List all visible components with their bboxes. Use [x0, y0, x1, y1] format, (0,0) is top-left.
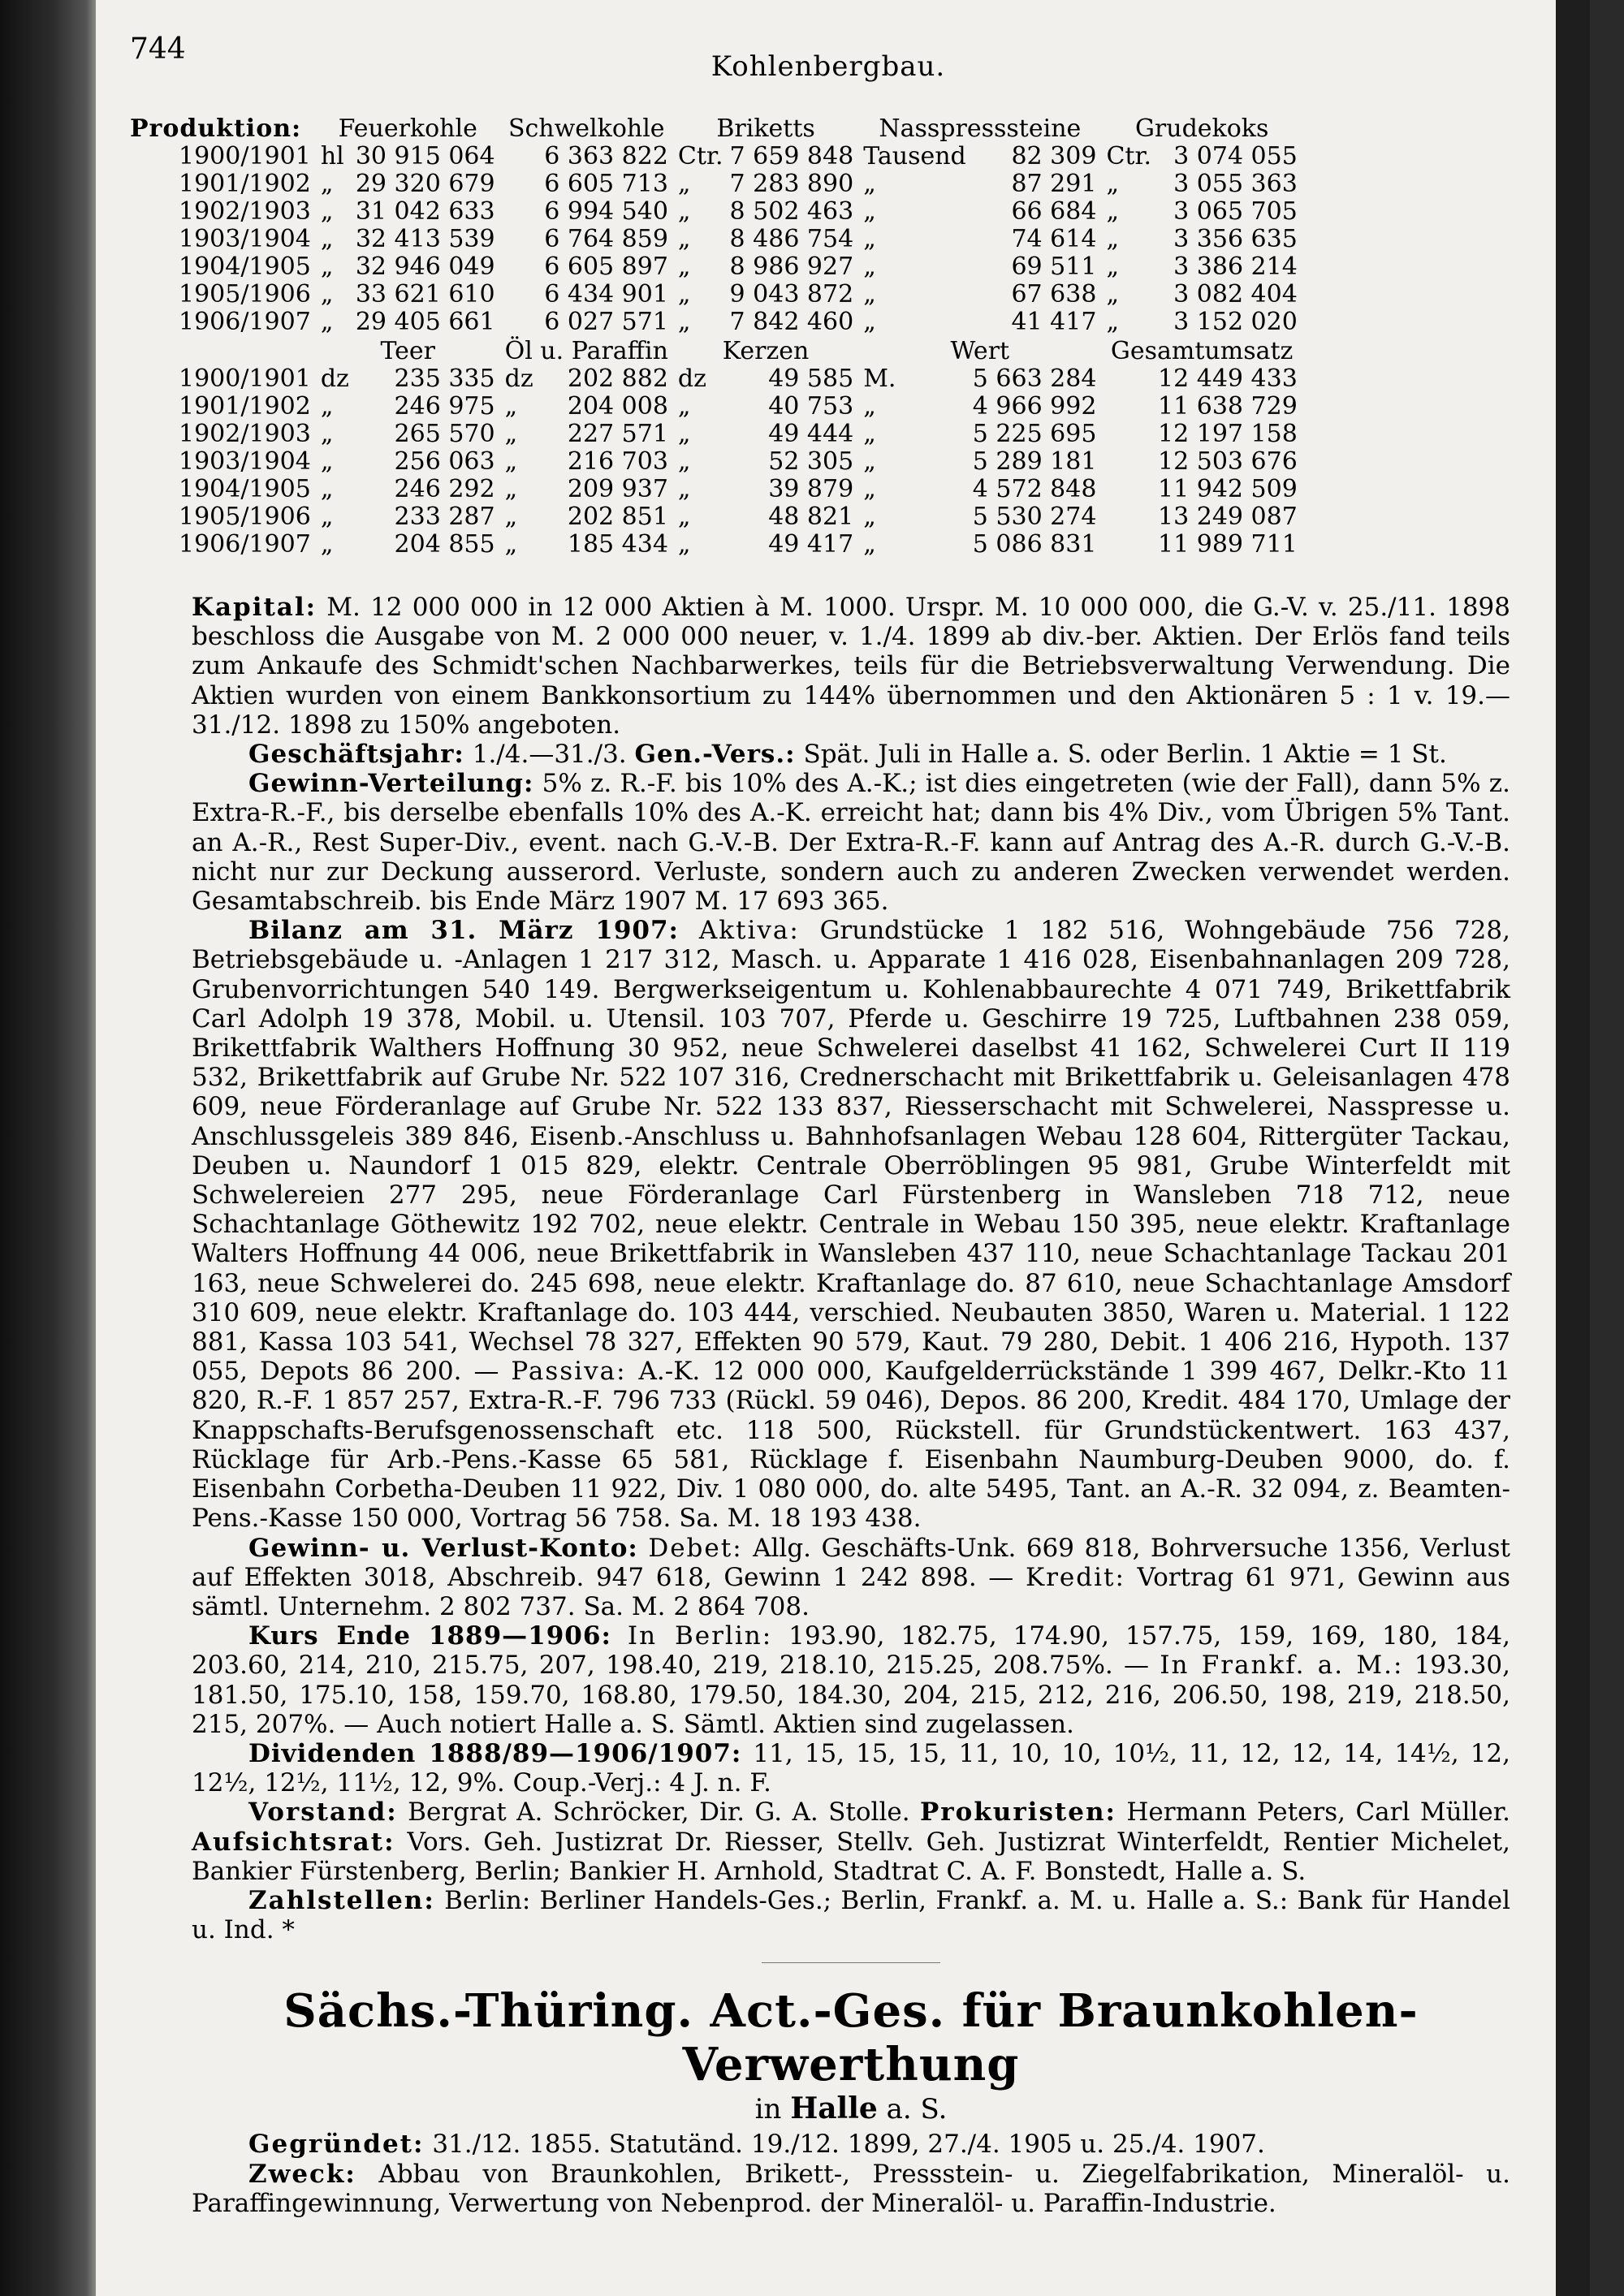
- row-unit: „: [677, 308, 691, 336]
- prokuristen-text: Hermann Peters, Carl Müller.: [1126, 1798, 1510, 1828]
- aktiva-label: Aktiva:: [698, 916, 800, 946]
- prokuristen-label: Prokuristen:: [920, 1798, 1116, 1828]
- location-prefix: in: [754, 2093, 782, 2126]
- row-value: 11 989 711: [1158, 530, 1298, 559]
- company-text: [192, 593, 1510, 2218]
- row-value: 74 614: [1011, 225, 1097, 253]
- row-unit: „: [677, 197, 691, 226]
- bilanz-label: Bilanz am 31. März 1907:: [248, 916, 679, 946]
- row-value: 202 851: [567, 503, 668, 531]
- row-value: 87 291: [1011, 170, 1097, 198]
- geschaeftsjahr-label: Geschäftsjahr:: [248, 740, 464, 770]
- row-unit: „: [320, 308, 334, 336]
- row-year: 1904/1905: [179, 252, 311, 281]
- row-unit: dz: [677, 365, 706, 393]
- production-row: [130, 226, 1302, 253]
- row-value: 32 946 049: [355, 252, 495, 281]
- row-value: 33 621 610: [355, 280, 495, 309]
- row-unit: Tausend: [863, 142, 966, 170]
- row-year: 1900/1901: [179, 142, 311, 170]
- row-value: 4 966 992: [972, 392, 1097, 421]
- production-table: [130, 114, 1302, 559]
- production-header-row: [130, 336, 1302, 365]
- page-header: [130, 32, 1527, 81]
- row-unit: dz: [504, 365, 533, 393]
- row-unit: „: [320, 280, 334, 309]
- row-year: 1905/1906: [179, 280, 311, 309]
- row-unit: „: [1106, 170, 1119, 198]
- row-unit: „: [863, 447, 876, 476]
- row-unit: „: [504, 475, 518, 503]
- gen-vers-text: Spät. Juli in Halle a. S. oder Berlin. 1 Aktie = 1 St.: [803, 740, 1447, 770]
- column-header: Nasspresssteine: [879, 114, 1082, 143]
- aufsichtsrat-label: Aufsichtsrat:: [192, 1827, 395, 1857]
- kurs-label: Kurs Ende 1889—1906:: [248, 1621, 611, 1651]
- debet-text: Allg. Geschäfts-Unk. 669 818, Bohrversuche 1356, Verlust auf Effekten 3018, Abschreib. 947 618, Gewinn 1 242 898. —: [192, 1533, 1511, 1592]
- empty-cell: [1101, 448, 1153, 476]
- column-header: Wert: [950, 337, 1010, 365]
- row-unit: „: [320, 503, 334, 531]
- running-title: Kohlenbergbau.: [710, 50, 946, 83]
- row-year: 1901/1902: [179, 392, 311, 421]
- empty-cell: [1101, 393, 1153, 421]
- kredit-label: Kredit:: [1025, 1562, 1125, 1592]
- production-row: [130, 448, 1302, 476]
- production-row: [130, 393, 1302, 421]
- row-unit: hl: [320, 142, 344, 170]
- row-unit: „: [504, 392, 518, 421]
- row-unit: „: [863, 170, 876, 198]
- kurs-berlin-label: In Berlin:: [627, 1621, 773, 1651]
- row-value: 6 764 859: [544, 225, 668, 253]
- row-unit: „: [677, 170, 691, 198]
- zweck-text: Abbau von Braunkohlen, Brikett-, Pressstein- u. Ziegelfabrikation, Mineralöl- u. Paraffingewinnung, Verwertung von Nebenprod. der Mineralöl- u. Paraffin-Industrie.: [192, 2159, 1510, 2218]
- row-value: 48 821: [768, 503, 854, 531]
- row-value: 5 225 695: [972, 420, 1097, 448]
- row-unit: „: [320, 447, 334, 476]
- row-value: 265 570: [394, 420, 495, 448]
- row-value: 32 413 539: [355, 225, 495, 253]
- row-unit: „: [863, 308, 876, 336]
- location-city: Halle: [790, 2091, 878, 2126]
- row-value: 12 503 676: [1158, 447, 1298, 476]
- row-value: 7 283 890: [729, 170, 854, 198]
- empty-cell: [1101, 365, 1153, 393]
- row-unit: „: [320, 225, 334, 253]
- next-company-location: [192, 2091, 1510, 2126]
- row-unit: „: [863, 503, 876, 531]
- row-unit: Ctr.: [1106, 142, 1152, 170]
- row-year: 1905/1906: [179, 503, 311, 531]
- row-value: 52 305: [768, 447, 854, 476]
- row-year: 1901/1902: [179, 170, 311, 198]
- production-header-row: [130, 114, 1302, 143]
- row-value: 9 043 872: [729, 280, 854, 309]
- row-unit: „: [677, 503, 691, 531]
- aktiva-text: Grundstücke 1 182 516, Wohngebäude 756 728, Betriebsgebäude u. -Anlagen 1 217 312, Masch. u. Apparate 1 416 028, Eisenbahnanlagen 209 728, Grubenvorrichtungen 540 149. Bergwerkseigentum u. Kohlenabbaurechte 4 071 749, Brikettfabrik Carl Adolph 19 378, Mobil. u. Utensil. 103 707, Pferde u. Geschirre 19 725, Luftbahnen 238 059, Brikettfabrik Walthers Hoffnung 30 952, neue Schwelerei daselbst 41 162, Schwelerei Curt II 119 532, Brikettfabrik auf Grube Nr. 522 107 316, Crednerschacht mit Brikettfabrik u. Geleisanlagen 478 609, neue Förderanlage auf Grube Nr. 522 133 837, Riesserschacht mit Schwelerei, Nasspresse u. Anschlussgeleis 389 846, Eisenb.-Anschluss u. Bahnhofsanlagen Webau 128 604, Rittergüter Tackau, Deuben u. Naundorf 1 015 829, elektr. Centrale Oberröblingen 95 981, Grube Winterfeldt mit Schwelereien 277 295, neue Förderanlage Carl Fürstenberg in Wansleben 718 712, neue Schachtanlage Göthewitz 192 702, neue elektr. Centrale in Webau 150 395, neue elektr. Kraftanlage Walters Hoffnung 44 006, neue Brikettfabrik in Wansleben 437 110, neue Schachtanlage Tackau 201 163, neue Schwelerei do. 245 698, neue elektr. Kraftanlage do. 87 610, neue Schachtanlage Amsdorf 310 609, neue elektr. Kraftanlage do. 103 444, verschied. Neubauten 3850, Waren u. Material. 1 122 881, Kassa 103 541, Wechsel 78 327, Effekten 90 579, Kaut. 79 280, Debit. 1 406 216, Hypoth. 137 055, Depots 86 200. —: [192, 916, 1510, 1387]
- empty-cell: [1101, 503, 1153, 531]
- empty-cell: [1101, 531, 1153, 559]
- row-year: 1902/1903: [179, 197, 311, 226]
- page-edge: [1556, 0, 1590, 2296]
- row-value: 66 684: [1011, 197, 1097, 226]
- column-header: Grudekoks: [1134, 114, 1269, 143]
- book-spine: [0, 0, 96, 2296]
- zweck-label: Zweck:: [248, 2159, 356, 2189]
- empty-cell: [500, 198, 536, 226]
- row-value: 67 638: [1011, 280, 1097, 309]
- row-value: 209 937: [567, 475, 668, 503]
- kurs-berlin-text: 193.90, 182.75, 174.90, 157.75, 159, 169, 180, 184, 203.60, 214, 210, 215.75, 207, 198.40, 219, 218.10, 215.25, 208.75%. —: [192, 1621, 1510, 1681]
- row-value: 30 915 064: [355, 142, 495, 170]
- location-suffix: a. S.: [886, 2093, 948, 2126]
- row-value: 185 434: [567, 530, 668, 559]
- row-value: 5 663 284: [972, 365, 1097, 393]
- row-year: 1902/1903: [179, 420, 311, 448]
- row-value: 3 055 363: [1173, 170, 1298, 198]
- row-unit: dz: [320, 365, 349, 393]
- row-value: 6 605 713: [544, 170, 668, 198]
- row-value: 8 986 927: [729, 252, 854, 281]
- empty-cell: [500, 281, 536, 309]
- row-unit: „: [504, 420, 518, 448]
- row-value: 41 417: [1011, 308, 1097, 336]
- row-value: 49 585: [768, 365, 854, 393]
- production-row: [130, 503, 1302, 531]
- page-number: 744: [130, 32, 186, 66]
- row-value: 12 449 433: [1158, 365, 1298, 393]
- kredit-text: Vortrag 61 971, Gewinn aus sämtl. Unternehm. 2 802 737. Sa. M. 2 864 708.: [192, 1562, 1510, 1621]
- row-value: 216 703: [567, 447, 668, 476]
- debet-label: Debet:: [648, 1533, 743, 1563]
- row-unit: M.: [863, 365, 896, 393]
- row-value: 11 942 509: [1158, 475, 1298, 503]
- production-row: [130, 198, 1302, 226]
- column-header: Gesamtumsatz: [1110, 337, 1294, 365]
- row-unit: „: [504, 530, 518, 559]
- production-row: [130, 281, 1302, 309]
- row-year: 1903/1904: [179, 225, 311, 253]
- gegruendet-text: 31./12. 1855. Statutänd. 19./12. 1899, 27./4. 1905 u. 25./4. 1907.: [432, 2130, 1265, 2160]
- production-row: [130, 170, 1302, 198]
- row-value: 6 363 822: [544, 142, 668, 170]
- row-value: 6 994 540: [544, 197, 668, 226]
- row-value: 40 753: [768, 392, 854, 421]
- row-value: 49 417: [768, 530, 854, 559]
- row-value: 29 405 661: [355, 308, 495, 336]
- zahlstellen-text: Berlin: Berliner Handels-Ges.; Berlin, Frankf. a. M. u. Halle a. S.: Bank für Handel u. Ind. *: [192, 1885, 1511, 1945]
- row-unit: „: [863, 475, 876, 503]
- row-unit: „: [863, 280, 876, 309]
- gewinn-verteilung-text: 5% z. R.-F. bis 10% des A.-K.; ist dies eingetreten (wie der Fall), dann 5% z. Extra-R.-F., bis derselbe ebenfalls 10% des A.-K. erreicht hat; dann bis 4% Div., vom Übrigen 5% Tant. an A.-R., Rest Super-Div., event. nach G.-V.-B. Der Extra-R.-F. kann auf Antrag des A.-R. durch G.-V.-B. nicht nur zur Deckung ausserord. Verluste, sondern auch zu anderen Zwecken verwendet werden. Gesamtabschreib. bis Ende März 1907 M. 17 693 365.: [192, 769, 1510, 917]
- row-value: 3 386 214: [1173, 252, 1298, 281]
- row-value: 204 855: [394, 530, 495, 559]
- next-company-title: Sächs.-Thüring. Act.-Ges. für Braunkohlen-Verwerthung: [283, 1984, 1419, 2092]
- row-unit: „: [1106, 308, 1119, 336]
- row-unit: „: [1106, 197, 1119, 226]
- row-unit: „: [677, 392, 691, 421]
- row-unit: Ctr.: [677, 142, 723, 170]
- row-value: 82 309: [1011, 142, 1097, 170]
- row-value: 202 882: [567, 365, 668, 393]
- row-value: 8 502 463: [729, 197, 854, 226]
- row-value: 5 530 274: [972, 503, 1097, 531]
- column-header: Kerzen: [722, 337, 810, 365]
- section-divider: [762, 1962, 940, 1963]
- kapital-text: M. 12 000 000 in 12 000 Aktien à M. 1000. Urspr. M. 10 000 000, die G.-V. v. 25./11. 1898 beschloss die Ausgabe von M. 2 000 000 neuer, v. 1./4. 1899 ab div.-ber. Aktien. Der Erlös fand teils zum Ankaufe des Schmidt'schen Nachbarwerkes, teils für die Betriebsverwaltung Verwendung. Die Aktien wurden von einem Bankkonsortium zu 144% übernommen und den Aktionären 5 : 1 v. 19.—31./12. 1898 zu 150% angeboten.: [192, 593, 1510, 740]
- empty-cell: [500, 143, 536, 170]
- empty-cell: [500, 226, 536, 253]
- row-unit: „: [1106, 280, 1119, 309]
- row-year: 1900/1901: [179, 365, 311, 393]
- row-value: 13 249 087: [1158, 503, 1298, 531]
- guv-label: Gewinn- u. Verlust-Konto:: [248, 1533, 638, 1563]
- row-value: 4 572 848: [972, 475, 1097, 503]
- row-year: 1904/1905: [179, 475, 311, 503]
- empty-cell: [500, 170, 536, 198]
- row-unit: „: [863, 420, 876, 448]
- row-value: 256 063: [394, 447, 495, 476]
- vorstand-label: Vorstand:: [248, 1798, 398, 1828]
- header-spacer: [130, 336, 316, 365]
- production-row: [130, 143, 1302, 170]
- row-unit: „: [677, 530, 691, 559]
- row-unit: „: [320, 475, 334, 503]
- vorstand-text: Bergrat A. Schröcker, Dir. G. A. Stolle.: [408, 1798, 910, 1828]
- row-unit: „: [677, 225, 691, 253]
- empty-cell: [1101, 421, 1153, 448]
- row-unit: „: [677, 420, 691, 448]
- passiva-text: A.-K. 12 000 000, Kaufgelderrückstände 1 399 467, Delkr.-Kto 11 820, R.-F. 1 857 257, Extra-R.-F. 796 733 (Rückl. 59 046), Depos. 86 200, Kredit. 484 170, Umlage der Knappschafts-Berufsgenossenschaft etc. 118 500, Rückstell. für Grundstückentwert. 163 437, Rücklage für Arb.-Pens.-Kasse 65 581, Rücklage f. Eisenbahn Naumburg-Deuben 9000, do. f. Eisenbahn Corbetha-Deuben 11 922, Div. 1 080 000, do. alte 5495, Tant. an A.-R. 32 094, z. Beamten-Pens.-Kasse 150 000, Vortrag 56 758. Sa. M. 18 193 438.: [192, 1357, 1511, 1534]
- production-row: [130, 309, 1302, 336]
- gewinn-verteilung-label: Gewinn-Verteilung:: [248, 769, 534, 799]
- kurs-frankf-label: In Frankf. a. M.:: [1160, 1651, 1404, 1681]
- row-year: 1903/1904: [179, 447, 311, 476]
- row-value: 11 638 729: [1158, 392, 1298, 421]
- column-header: Schwelkohle: [508, 114, 665, 143]
- column-header: Feuerkohle: [338, 114, 477, 143]
- row-unit: „: [320, 197, 334, 226]
- dividenden-label: Dividenden 1888/89—1906/1907:: [248, 1738, 742, 1768]
- column-header: Briketts: [716, 114, 815, 143]
- row-value: 3 356 635: [1173, 225, 1298, 253]
- row-value: 49 444: [768, 420, 854, 448]
- row-unit: „: [320, 252, 334, 281]
- row-value: 6 605 897: [544, 252, 668, 281]
- row-unit: „: [320, 530, 334, 559]
- row-year: 1906/1907: [179, 530, 311, 559]
- row-value: 5 289 181: [972, 447, 1097, 476]
- row-unit: „: [320, 170, 334, 198]
- row-unit: „: [863, 225, 876, 253]
- aufsichtsrat-text: Vors. Geh. Justizrat Dr. Riesser, Stellv. Geh. Justizrat Winterfeldt, Rentier Michelet, Bankier Fürstenberg, Berlin; Bankier H. Arnhold, Stadtrat C. A. F. Bonstedt, Halle a. S.: [192, 1827, 1510, 1886]
- row-unit: „: [677, 447, 691, 476]
- row-value: 246 975: [394, 392, 495, 421]
- dividenden-text: 11, 15, 15, 15, 11, 10, 10, 10½, 11, 12, 12, 14, 14½, 12, 12½, 12½, 11½, 12, 9%. Coup.-Verj.: 4 J. n. F.: [192, 1738, 1510, 1798]
- row-unit: „: [320, 420, 334, 448]
- row-unit: „: [1106, 225, 1119, 253]
- row-unit: „: [677, 252, 691, 281]
- row-value: 3 065 705: [1173, 197, 1298, 226]
- row-unit: „: [863, 197, 876, 226]
- row-value: 8 486 754: [729, 225, 854, 253]
- row-value: 227 571: [567, 420, 668, 448]
- row-unit: „: [320, 392, 334, 421]
- row-value: 6 434 901: [544, 280, 668, 309]
- row-value: 204 008: [567, 392, 668, 421]
- row-unit: „: [677, 280, 691, 309]
- production-row: [130, 253, 1302, 281]
- gegruendet-label: Gegründet:: [248, 2130, 425, 2160]
- row-unit: „: [863, 252, 876, 281]
- row-value: 39 879: [768, 475, 854, 503]
- row-value: 246 292: [394, 475, 495, 503]
- row-value: 7 659 848: [729, 142, 854, 170]
- row-value: 6 027 571: [544, 308, 668, 336]
- passiva-label: Passiva:: [511, 1357, 627, 1387]
- row-unit: „: [504, 447, 518, 476]
- empty-cell: [1101, 476, 1153, 503]
- row-value: 3 074 055: [1173, 142, 1298, 170]
- production-row: [130, 421, 1302, 448]
- row-value: 69 511: [1011, 252, 1097, 281]
- row-value: 3 152 020: [1173, 308, 1298, 336]
- row-unit: „: [677, 475, 691, 503]
- column-header: Öl u. Paraffin: [504, 337, 668, 365]
- row-value: 3 082 404: [1173, 280, 1298, 309]
- production-label: Produktion:: [130, 114, 302, 143]
- kapital-label: Kapital:: [192, 593, 317, 622]
- empty-cell: [500, 309, 536, 336]
- row-value: 235 335: [394, 365, 495, 393]
- row-value: 31 042 633: [355, 197, 495, 226]
- row-unit: „: [504, 503, 518, 531]
- row-value: 29 320 679: [355, 170, 495, 198]
- kurs-frankf-text: 193.30, 181.50, 175.10, 158, 159.70, 168.80, 179.50, 184.30, 204, 215, 212, 216, 206.50, 198, 219, 218.50, 215, 207%. — Auch notiert Halle a. S. Sämtl. Aktien sind zugelassen.: [192, 1651, 1511, 1739]
- row-unit: „: [863, 392, 876, 421]
- row-value: 233 287: [394, 503, 495, 531]
- row-year: 1906/1907: [179, 308, 311, 336]
- row-value: 12 197 158: [1158, 420, 1298, 448]
- row-unit: „: [863, 530, 876, 559]
- geschaeftsjahr-text: 1./4.—31./3.: [472, 740, 627, 770]
- production-row: [130, 476, 1302, 503]
- production-row: [130, 531, 1302, 559]
- zahlstellen-label: Zahlstellen:: [248, 1885, 435, 1915]
- row-value: 7 842 460: [729, 308, 854, 336]
- row-value: 5 086 831: [972, 530, 1097, 559]
- gen-vers-label: Gen.-Vers.:: [634, 740, 796, 770]
- production-row: [130, 365, 1302, 393]
- column-header: Teer: [380, 337, 435, 365]
- row-unit: „: [1106, 252, 1119, 281]
- empty-cell: [500, 253, 536, 281]
